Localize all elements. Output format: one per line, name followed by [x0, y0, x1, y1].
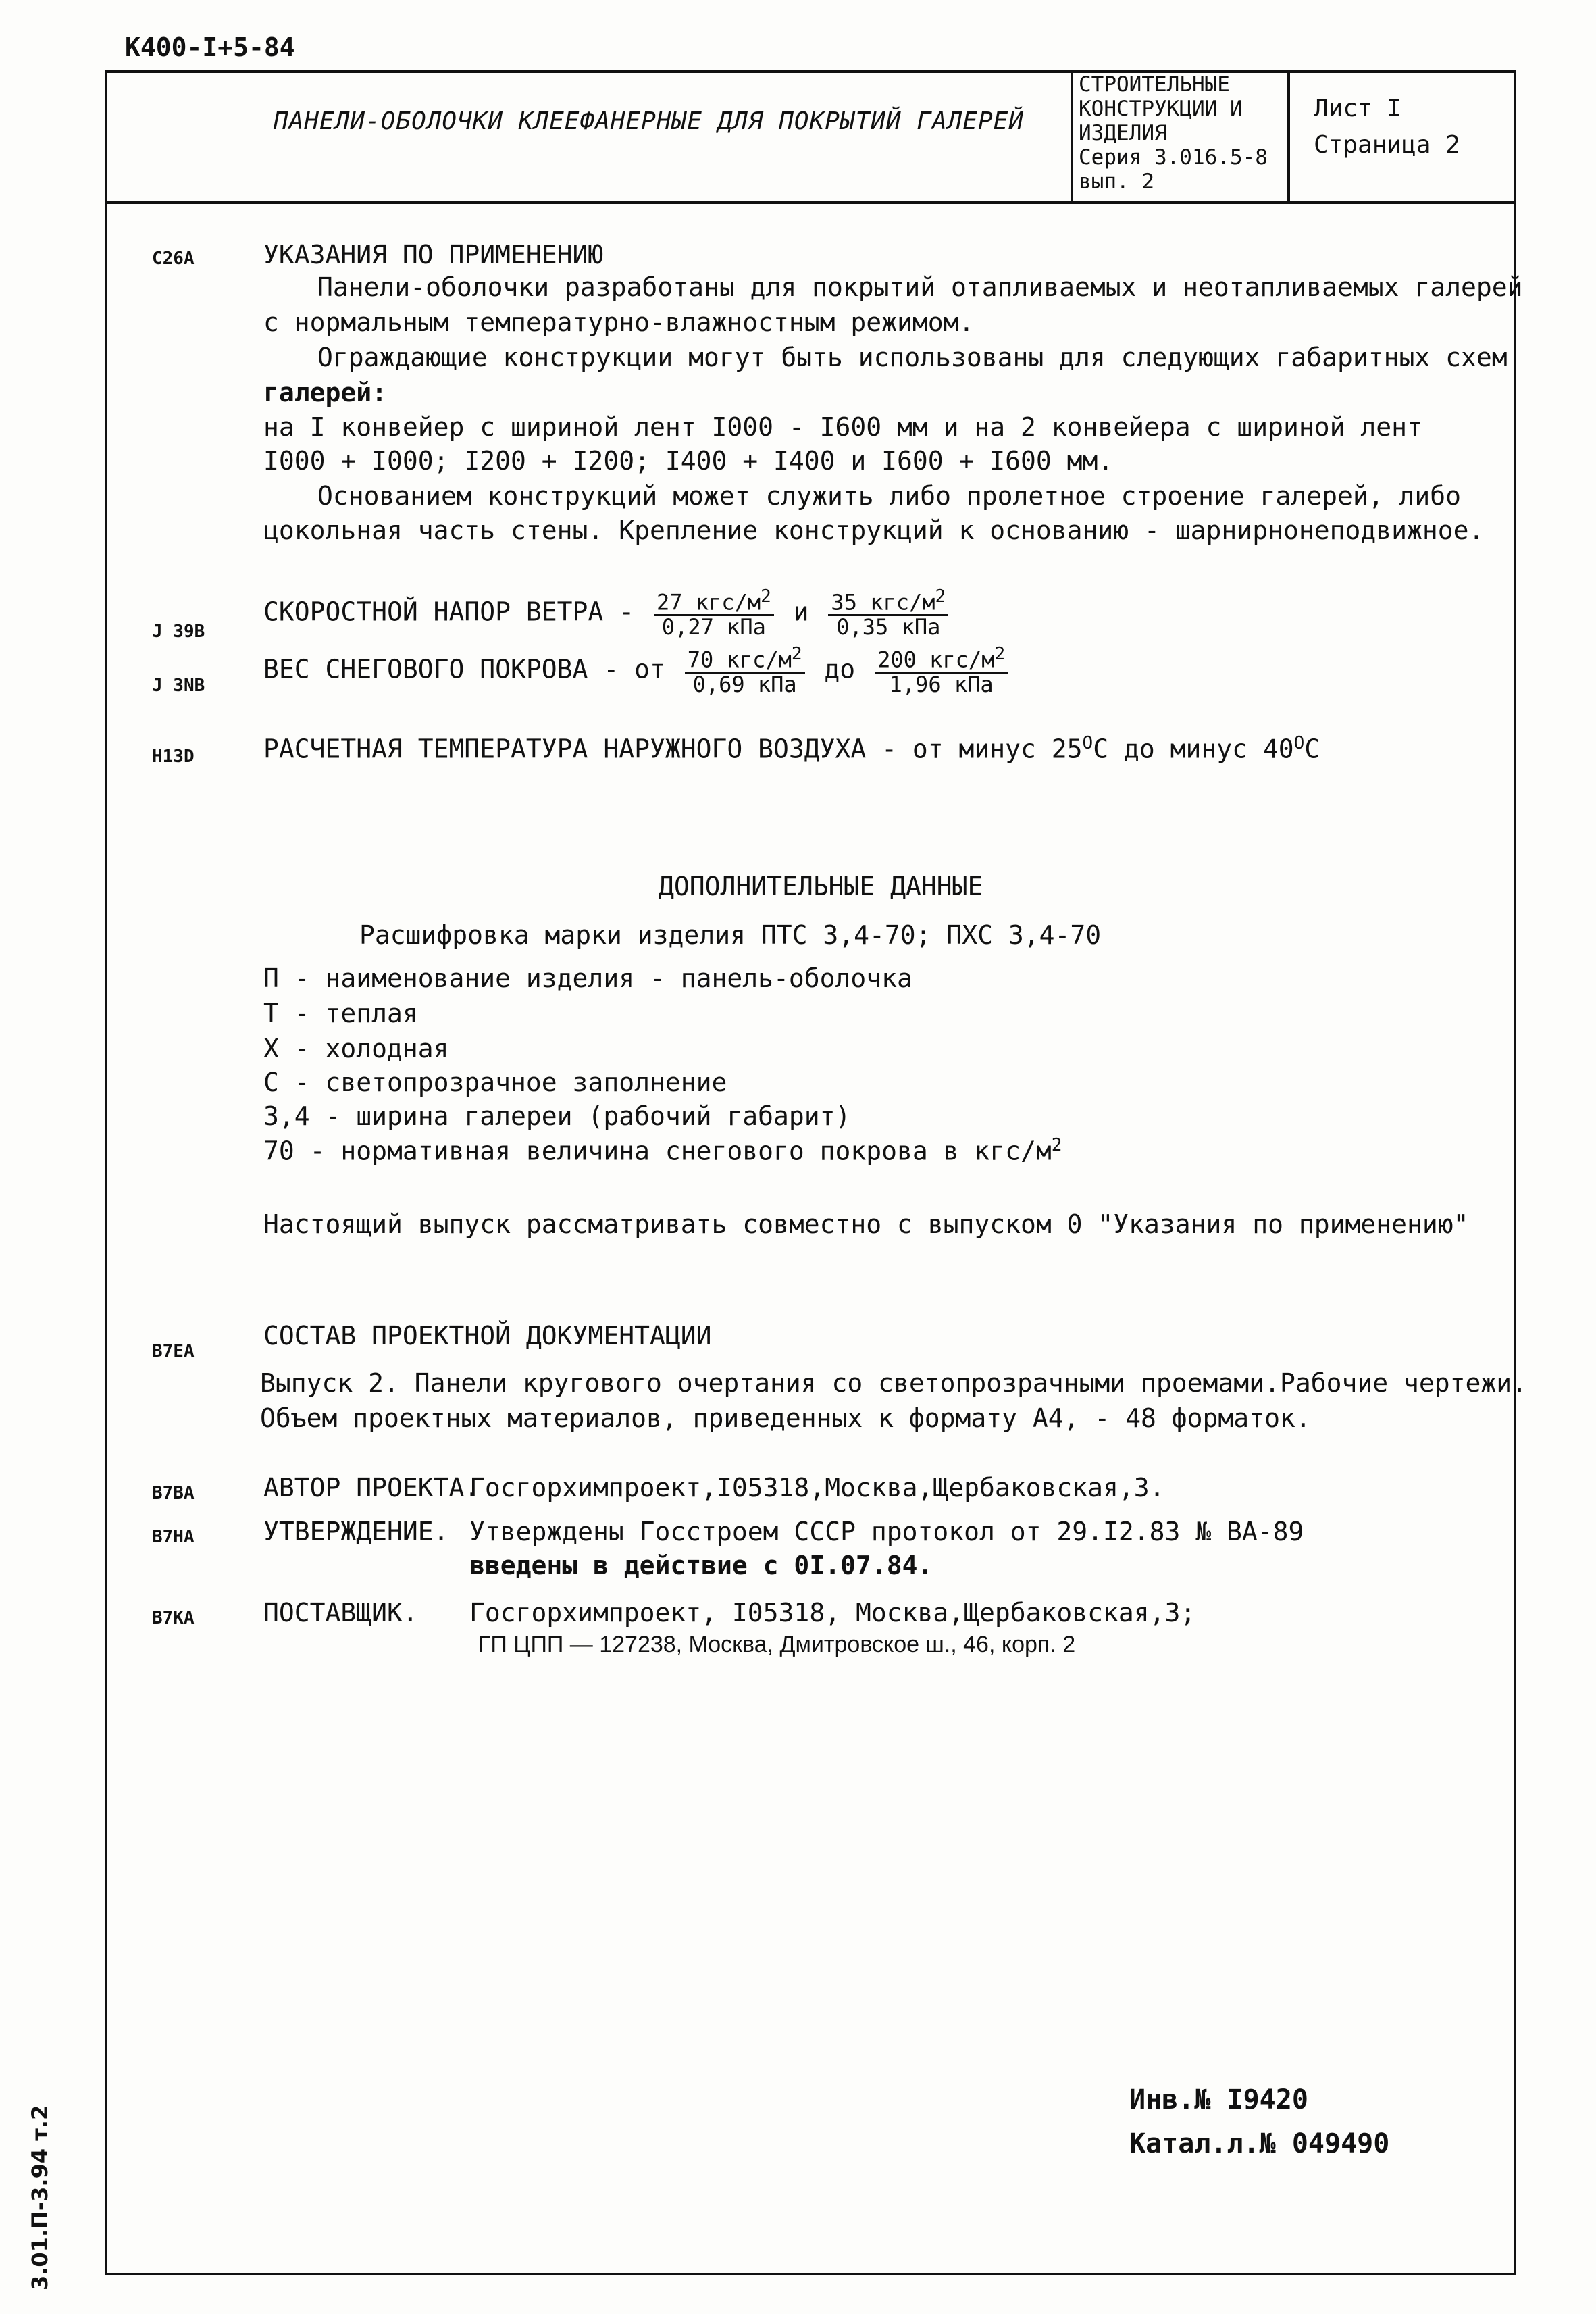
wind-label: СКОРОСТНОЙ НАПОР ВЕТРА -: [263, 597, 635, 627]
catalog-number: Катал.л.№ 049490: [1129, 2128, 1390, 2159]
supplier-line: Госгорхимпроект, I05318, Москва,Щербаковская,3;: [469, 1598, 1196, 1628]
decode-item: 3,4 - ширина галереи (рабочий габарит): [263, 1101, 851, 1131]
snow-code: J 3NВ: [152, 676, 205, 696]
series-cell: [1071, 70, 1290, 201]
usage-line: Панели-оболочки разработаны для покрытий отапливаемых и неотапливаемых галерей: [317, 272, 1523, 302]
approval-line: введены в действие с 0I.07.84.: [469, 1551, 933, 1580]
inventory-number: Инв.№ I9420: [1129, 2084, 1308, 2115]
usage-line: с нормальным температурно-влажностным режимом.: [263, 307, 975, 337]
series-line: ИЗДЕЛИЯ: [1079, 121, 1167, 145]
snow-value-1: $\frac{70 кгс/м^2}{\text{0,69 кПа}}$: [685, 645, 805, 697]
snow-from: - от: [603, 654, 665, 684]
issue-number: вып. 2: [1079, 170, 1154, 194]
wind-code: J 39В: [152, 622, 205, 642]
series-line: СТРОИТЕЛЬНЫЕ: [1079, 72, 1230, 97]
extra-heading: ДОПОЛНИТЕЛЬНЫЕ ДАННЫЕ: [659, 872, 983, 901]
decode-item: Х - холодная: [263, 1034, 449, 1063]
usage-code: С26А: [152, 249, 195, 269]
decode-item: 70 - нормативная величина снегового покрова в кгс/$м^2$: [263, 1135, 1062, 1166]
snow-load-row: [263, 645, 1012, 697]
decode-item: С - светопрозрачное заполнение: [263, 1067, 727, 1097]
usage-line: Основанием конструкций может служить либо пролетное строение галерей, либо: [317, 481, 1461, 511]
usage-line: на I конвейер с шириной лент I000 - I600 мм и на 2 конвейера с шириной лент: [263, 412, 1422, 442]
wind-load-row: [263, 588, 952, 639]
note-line: Настоящий выпуск рассматривать совместно с выпуском 0 "Указания по применению": [263, 1209, 1469, 1239]
usage-line: цокольная часть стены. Крепление конструкций к основанию - шарнирнонеподвижное.: [263, 515, 1485, 545]
title-block: [105, 70, 1516, 204]
supplier-line: ГП ЦПП — 127238, Москва, Дмитровское ш., 46, корп. 2: [478, 1632, 1076, 1657]
usage-line: I000 + I000; I200 + I200; I400 + I400 и I600 + I600 мм.: [263, 446, 1114, 476]
composition-heading: СОСТАВ ПРОЕКТНОЙ ДОКУМЕНТАЦИИ: [263, 1321, 712, 1351]
sheet-number: Лист I: [1314, 95, 1402, 122]
composition-line: Объем проектных материалов, приведенных к формату А4, - 48 форматок.: [260, 1403, 1311, 1433]
composition-code: В7ЕА: [152, 1341, 195, 1361]
sheet-cell: [1314, 91, 1460, 164]
author-label: АВТОР ПРОЕКТА.: [263, 1473, 480, 1503]
decode-item: П - наименование изделия - панель-оболочка: [263, 963, 912, 993]
decode-title: Расшифровка марки изделия ПТС 3,4-70; ПХС 3,4-70: [359, 920, 1102, 950]
series-line: КОНСТРУКЦИИ И: [1079, 97, 1243, 121]
temperature-row: РАСЧЕТНАЯ ТЕМПЕРАТУРА НАРУЖНОГО ВОЗДУХА - от минус $25^OC$ до минус $40^OC$: [263, 733, 1320, 764]
snow-value-2: $\frac{200 кгс/м^2}{\text{1,96 кПа}}$: [875, 645, 1008, 697]
author-code: В7ВА: [152, 1483, 195, 1503]
approval-line: Утверждены Госстроем СССР протокол от 29.I2.83 № ВА-89: [469, 1517, 1304, 1546]
wind-value-1: $\frac{27 кгс/м^2}{\text{0,27 кПа}}$: [654, 588, 774, 639]
temp-code: Н13D: [152, 747, 195, 767]
usage-heading: УКАЗАНИЯ ПО ПРИМЕНЕНИЮ: [263, 240, 604, 270]
supplier-code: В7КА: [152, 1608, 195, 1628]
page-number: Страница 2: [1314, 131, 1460, 159]
supplier-label: ПОСТАВЩИК.: [263, 1598, 418, 1628]
series-number: Серия 3.016.5-8: [1079, 145, 1268, 170]
snow-label: ВЕС СНЕГОВОГО ПОКРОВА: [263, 654, 588, 684]
decode-item: Т - теплая: [263, 999, 418, 1028]
wind-value-2: $\frac{35 кгс/м^2}{\text{0,35 кПа}}$: [828, 588, 948, 639]
author-value: Госгорхимпроект,I05318,Москва,Щербаковская,3.: [469, 1473, 1165, 1503]
usage-line: галерей:: [263, 378, 388, 407]
usage-line: Ограждающие конструкции могут быть использованы для следующих габаритных схем: [317, 343, 1508, 372]
approval-code: В7НА: [152, 1527, 195, 1547]
snow-to: до: [824, 654, 856, 684]
composition-line: Выпуск 2. Панели кругового очертания со светопрозрачными проемами.Рабочие чертежи.: [260, 1368, 1527, 1398]
document-title: ПАНЕЛИ-ОБОЛОЧКИ КЛЕЕФАНЕРНЫЕ ДЛЯ ПОКРЫТИЙ ГАЛЕРЕЙ: [274, 107, 1025, 135]
wind-separator: и: [793, 597, 809, 627]
document-code: К400-I+5-84: [125, 32, 295, 62]
approval-label: УТВЕРЖДЕНИЕ.: [263, 1517, 449, 1546]
side-code: 3.01.П-3.94 т.2: [27, 2105, 53, 2290]
